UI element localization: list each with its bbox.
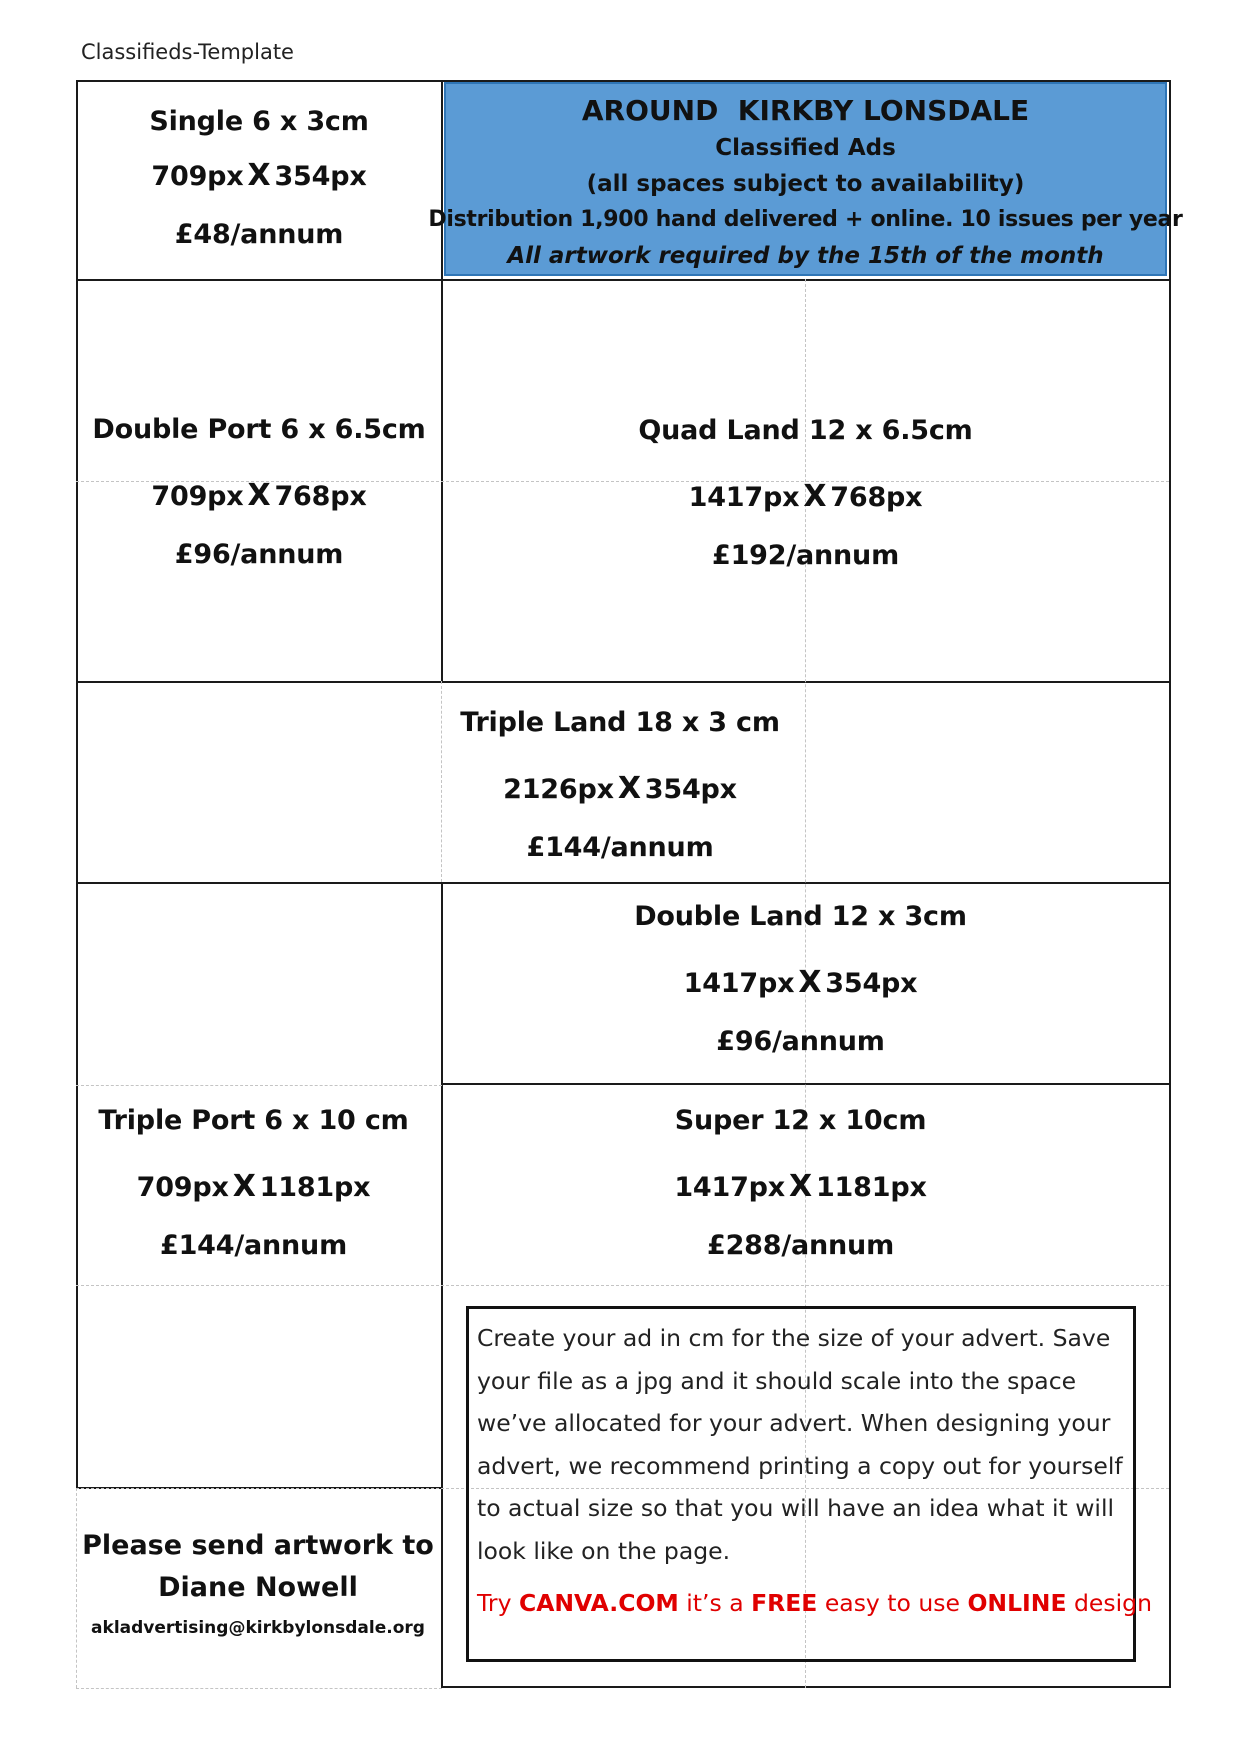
ad-super-price: £288/annum xyxy=(706,1230,895,1261)
banner-subtitle: Classified Ads xyxy=(715,135,896,161)
ad-double-port xyxy=(78,408,440,577)
ad-triple-land-price: £144/annum xyxy=(526,832,714,863)
ad-quad-land xyxy=(443,409,1168,578)
ad-quad-land-name: Quad Land 12 x 6.5cm xyxy=(638,415,973,446)
ad-double-land-name: Double Land 12 x 3cm xyxy=(634,901,967,932)
ad-super-name: Super 12 x 10cm xyxy=(674,1105,927,1136)
send-line-1: Please send artwork to xyxy=(82,1530,434,1561)
ad-double-port-name: Double Port 6 x 6.5cm xyxy=(92,414,426,445)
ad-super-dimensions: 1417px X 1181px xyxy=(674,1169,927,1204)
ad-single-dimensions: 709px X 354px xyxy=(151,158,367,193)
contact-block xyxy=(76,1525,440,1643)
ad-quad-land-price: £192/annum xyxy=(711,540,900,571)
banner-distribution: Distribution 1,900 hand delivered + online. 10 issues per year xyxy=(428,207,1183,232)
ad-double-land xyxy=(443,895,1158,1064)
ad-single-name: Single 6 x 3cm xyxy=(149,106,369,137)
header-banner xyxy=(428,82,1183,276)
contact-email[interactable]: akladvertising@kirkbylonsdale.org xyxy=(91,1618,425,1638)
ad-triple-land-name: Triple Land 18 x 3 cm xyxy=(460,707,780,738)
ad-triple-port-name: Triple Port 6 x 10 cm xyxy=(98,1105,409,1136)
ad-double-port-price: £96/annum xyxy=(174,539,344,570)
document-title: Classifieds-Template xyxy=(81,40,294,64)
ad-triple-port xyxy=(76,1099,431,1268)
ad-super xyxy=(443,1099,1158,1268)
ad-quad-land-dimensions: 1417px X 768px xyxy=(688,479,923,514)
ad-single-price: £48/annum xyxy=(174,219,344,250)
banner-deadline: All artwork required by the 15th of the month xyxy=(507,243,1104,269)
canva-link[interactable]: CANVA.COM xyxy=(518,1589,679,1617)
ad-triple-land-dimensions: 2126px X 354px xyxy=(503,771,737,806)
ad-triple-port-dimensions: 709px X 1181px xyxy=(136,1169,371,1204)
ad-single xyxy=(78,100,440,257)
canva-tip: Try CANVA.COM it’s a FREE easy to use ONLINE design xyxy=(477,1589,1152,1617)
ad-double-port-dimensions: 709px X 768px xyxy=(151,478,367,513)
banner-availability: (all spaces subject to availability) xyxy=(586,171,1025,197)
ad-double-land-price: £96/annum xyxy=(716,1026,885,1057)
ad-double-land-dimensions: 1417px X 354px xyxy=(683,965,918,1000)
ad-triple-land xyxy=(420,701,820,870)
banner-title: AROUND KIRKBY LONSDALE xyxy=(581,94,1030,127)
ad-triple-port-price: £144/annum xyxy=(159,1230,348,1261)
instructions-box xyxy=(466,1306,1152,1662)
send-line-2: Diane Nowell xyxy=(158,1572,358,1603)
instructions-text: Create your ad in cm for the size of your advert. Save your file as a jpg and it should scale into the space we’ve allocated for your advert. When designing your advert, we recommend printing a copy out for yourself to actual size so that you will have an idea what it will look like on the page. xyxy=(477,1324,1123,1565)
